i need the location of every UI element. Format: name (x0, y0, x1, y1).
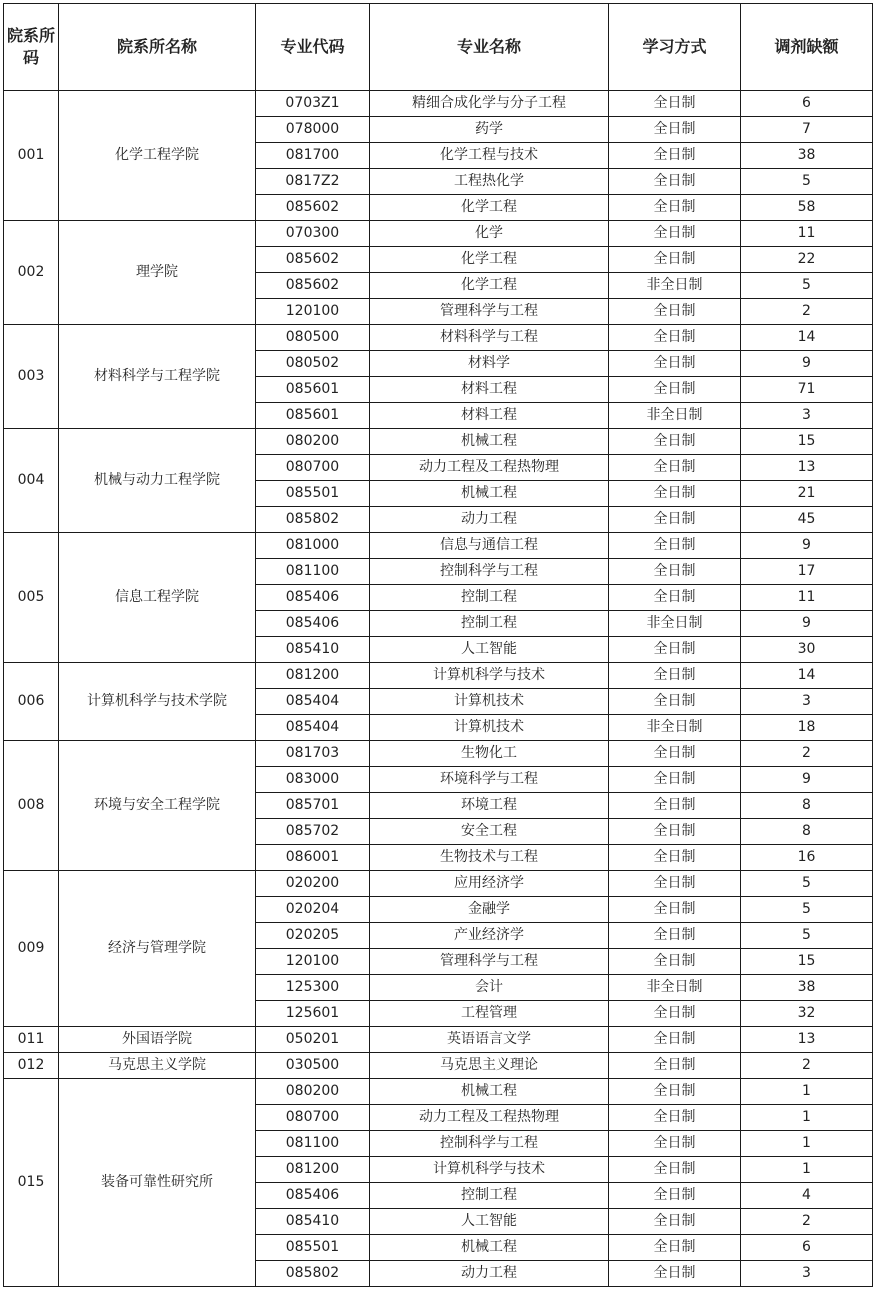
major-name-cell: 应用经济学 (370, 871, 609, 897)
dept-code-cell: 008 (4, 741, 59, 871)
dept-code-cell: 004 (4, 429, 59, 533)
major-name-cell: 化学工程 (370, 195, 609, 221)
study-mode-cell: 全日制 (609, 741, 741, 767)
major-code-cell: 080200 (256, 429, 370, 455)
major-code-cell: 030500 (256, 1053, 370, 1079)
study-mode-cell: 全日制 (609, 221, 741, 247)
study-mode-cell: 全日制 (609, 637, 741, 663)
study-mode-cell: 全日制 (609, 1261, 741, 1287)
vacancies-cell: 2 (741, 299, 873, 325)
vacancies-cell: 2 (741, 1209, 873, 1235)
dept-name-cell: 机械与动力工程学院 (59, 429, 256, 533)
table-row (4, 325, 873, 351)
major-name-cell: 机械工程 (370, 1235, 609, 1261)
study-mode-cell: 全日制 (609, 559, 741, 585)
major-code-cell: 085404 (256, 715, 370, 741)
major-code-cell: 0703Z1 (256, 91, 370, 117)
study-mode-cell: 全日制 (609, 767, 741, 793)
vacancies-cell: 1 (741, 1157, 873, 1183)
table-row (4, 663, 873, 689)
study-mode-cell: 全日制 (609, 1105, 741, 1131)
major-code-cell: 085601 (256, 377, 370, 403)
vacancies-cell: 9 (741, 351, 873, 377)
study-mode-cell: 全日制 (609, 299, 741, 325)
major-code-cell: 080700 (256, 455, 370, 481)
major-code-cell: 081200 (256, 663, 370, 689)
study-mode-cell: 全日制 (609, 351, 741, 377)
major-code-cell: 085701 (256, 793, 370, 819)
major-code-cell: 085601 (256, 403, 370, 429)
vacancies-cell: 13 (741, 1027, 873, 1053)
major-code-cell: 020204 (256, 897, 370, 923)
major-name-cell: 机械工程 (370, 481, 609, 507)
study-mode-cell: 全日制 (609, 481, 741, 507)
major-code-cell: 085802 (256, 1261, 370, 1287)
study-mode-cell: 全日制 (609, 533, 741, 559)
major-name-cell: 管理科学与工程 (370, 949, 609, 975)
dept-code-cell: 002 (4, 221, 59, 325)
vacancies-cell: 3 (741, 1261, 873, 1287)
vacancies-cell: 17 (741, 559, 873, 585)
dept-code-cell: 001 (4, 91, 59, 221)
major-name-cell: 化学工程 (370, 247, 609, 273)
major-name-cell: 生物化工 (370, 741, 609, 767)
vacancies-cell: 14 (741, 325, 873, 351)
vacancies-cell: 1 (741, 1105, 873, 1131)
study-mode-cell: 非全日制 (609, 273, 741, 299)
study-mode-cell: 全日制 (609, 819, 741, 845)
major-code-cell: 085406 (256, 585, 370, 611)
major-code-cell: 081100 (256, 559, 370, 585)
vacancies-cell: 4 (741, 1183, 873, 1209)
major-name-cell: 人工智能 (370, 1209, 609, 1235)
major-name-cell: 会计 (370, 975, 609, 1001)
dept-name-cell: 信息工程学院 (59, 533, 256, 663)
study-mode-cell: 全日制 (609, 1027, 741, 1053)
study-mode-cell: 全日制 (609, 377, 741, 403)
study-mode-cell: 全日制 (609, 91, 741, 117)
study-mode-cell: 全日制 (609, 1157, 741, 1183)
major-name-cell: 动力工程 (370, 507, 609, 533)
header-dept-code: 院系所码 (4, 4, 59, 91)
dept-name-cell: 马克思主义学院 (59, 1053, 256, 1079)
study-mode-cell: 全日制 (609, 325, 741, 351)
dept-code-cell: 005 (4, 533, 59, 663)
vacancies-cell: 22 (741, 247, 873, 273)
dept-name-cell: 环境与安全工程学院 (59, 741, 256, 871)
study-mode-cell: 全日制 (609, 117, 741, 143)
major-name-cell: 控制工程 (370, 585, 609, 611)
study-mode-cell: 非全日制 (609, 611, 741, 637)
study-mode-cell: 全日制 (609, 247, 741, 273)
table-row (4, 741, 873, 767)
major-code-cell: 080700 (256, 1105, 370, 1131)
study-mode-cell: 全日制 (609, 1131, 741, 1157)
major-name-cell: 工程热化学 (370, 169, 609, 195)
vacancies-cell: 2 (741, 1053, 873, 1079)
study-mode-cell: 全日制 (609, 871, 741, 897)
major-code-cell: 080500 (256, 325, 370, 351)
vacancies-cell: 58 (741, 195, 873, 221)
dept-name-cell: 理学院 (59, 221, 256, 325)
study-mode-cell: 全日制 (609, 143, 741, 169)
study-mode-cell: 全日制 (609, 429, 741, 455)
study-mode-cell: 全日制 (609, 585, 741, 611)
study-mode-cell: 全日制 (609, 923, 741, 949)
major-code-cell: 120100 (256, 949, 370, 975)
major-name-cell: 药学 (370, 117, 609, 143)
dept-name-cell: 装备可靠性研究所 (59, 1079, 256, 1287)
header-major-name: 专业名称 (370, 4, 609, 91)
table-body (4, 91, 873, 1287)
major-name-cell: 工程管理 (370, 1001, 609, 1027)
major-name-cell: 动力工程及工程热物理 (370, 455, 609, 481)
major-name-cell: 材料工程 (370, 403, 609, 429)
table-row (4, 1053, 873, 1079)
vacancies-cell: 32 (741, 1001, 873, 1027)
major-name-cell: 马克思主义理论 (370, 1053, 609, 1079)
major-code-cell: 081703 (256, 741, 370, 767)
table-row (4, 1027, 873, 1053)
vacancies-cell: 14 (741, 663, 873, 689)
major-name-cell: 控制科学与工程 (370, 1131, 609, 1157)
header-major-code: 专业代码 (256, 4, 370, 91)
major-code-cell: 085501 (256, 481, 370, 507)
major-code-cell: 125601 (256, 1001, 370, 1027)
major-code-cell: 083000 (256, 767, 370, 793)
vacancies-cell: 8 (741, 819, 873, 845)
study-mode-cell: 全日制 (609, 1235, 741, 1261)
major-name-cell: 产业经济学 (370, 923, 609, 949)
major-code-cell: 020205 (256, 923, 370, 949)
vacancies-cell: 11 (741, 221, 873, 247)
major-name-cell: 人工智能 (370, 637, 609, 663)
header-dept-name: 院系所名称 (59, 4, 256, 91)
major-code-cell: 085410 (256, 1209, 370, 1235)
table-row (4, 871, 873, 897)
major-name-cell: 材料工程 (370, 377, 609, 403)
vacancies-cell: 8 (741, 793, 873, 819)
study-mode-cell: 全日制 (609, 897, 741, 923)
header-row (4, 4, 873, 91)
study-mode-cell: 全日制 (609, 689, 741, 715)
major-code-cell: 081700 (256, 143, 370, 169)
major-code-cell: 070300 (256, 221, 370, 247)
study-mode-cell: 全日制 (609, 1001, 741, 1027)
study-mode-cell: 全日制 (609, 663, 741, 689)
dept-code-cell: 009 (4, 871, 59, 1027)
major-code-cell: 085802 (256, 507, 370, 533)
vacancies-cell: 5 (741, 273, 873, 299)
header-vacancies: 调剂缺额 (741, 4, 873, 91)
major-code-cell: 081200 (256, 1157, 370, 1183)
dept-code-cell: 012 (4, 1053, 59, 1079)
dept-code-cell: 015 (4, 1079, 59, 1287)
major-name-cell: 计算机科学与技术 (370, 1157, 609, 1183)
major-code-cell: 085410 (256, 637, 370, 663)
vacancies-cell: 6 (741, 1235, 873, 1261)
vacancies-cell: 30 (741, 637, 873, 663)
study-mode-cell: 非全日制 (609, 975, 741, 1001)
study-mode-cell: 全日制 (609, 949, 741, 975)
vacancies-cell: 5 (741, 871, 873, 897)
vacancies-cell: 16 (741, 845, 873, 871)
major-name-cell: 化学工程 (370, 273, 609, 299)
major-name-cell: 材料学 (370, 351, 609, 377)
vacancies-cell: 5 (741, 897, 873, 923)
major-name-cell: 化学工程与技术 (370, 143, 609, 169)
study-mode-cell: 全日制 (609, 455, 741, 481)
dept-name-cell: 经济与管理学院 (59, 871, 256, 1027)
major-code-cell: 081100 (256, 1131, 370, 1157)
major-name-cell: 机械工程 (370, 429, 609, 455)
vacancies-cell: 3 (741, 689, 873, 715)
major-name-cell: 信息与通信工程 (370, 533, 609, 559)
major-name-cell: 化学 (370, 221, 609, 247)
vacancies-cell: 15 (741, 429, 873, 455)
vacancies-cell: 5 (741, 923, 873, 949)
dept-code-cell: 003 (4, 325, 59, 429)
table-row (4, 1079, 873, 1105)
major-code-cell: 085602 (256, 273, 370, 299)
vacancies-cell: 7 (741, 117, 873, 143)
major-code-cell: 081000 (256, 533, 370, 559)
major-code-cell: 080200 (256, 1079, 370, 1105)
major-name-cell: 环境科学与工程 (370, 767, 609, 793)
study-mode-cell: 全日制 (609, 195, 741, 221)
study-mode-cell: 全日制 (609, 1183, 741, 1209)
major-name-cell: 英语语言文学 (370, 1027, 609, 1053)
study-mode-cell: 非全日制 (609, 403, 741, 429)
major-name-cell: 金融学 (370, 897, 609, 923)
major-code-cell: 125300 (256, 975, 370, 1001)
study-mode-cell: 全日制 (609, 169, 741, 195)
study-mode-cell: 全日制 (609, 845, 741, 871)
vacancies-cell: 45 (741, 507, 873, 533)
table-row (4, 91, 873, 117)
major-name-cell: 机械工程 (370, 1079, 609, 1105)
major-code-cell: 020200 (256, 871, 370, 897)
major-code-cell: 080502 (256, 351, 370, 377)
study-mode-cell: 非全日制 (609, 715, 741, 741)
vacancies-cell: 15 (741, 949, 873, 975)
major-name-cell: 控制工程 (370, 611, 609, 637)
vacancies-cell: 3 (741, 403, 873, 429)
vacancies-cell: 1 (741, 1131, 873, 1157)
vacancies-cell: 11 (741, 585, 873, 611)
study-mode-cell: 全日制 (609, 507, 741, 533)
major-code-cell: 0817Z2 (256, 169, 370, 195)
major-code-cell: 085406 (256, 1183, 370, 1209)
vacancies-cell: 21 (741, 481, 873, 507)
vacancy-table (3, 3, 873, 1287)
vacancies-cell: 38 (741, 143, 873, 169)
vacancies-cell: 9 (741, 767, 873, 793)
vacancies-cell: 5 (741, 169, 873, 195)
vacancies-cell: 38 (741, 975, 873, 1001)
dept-name-cell: 化学工程学院 (59, 91, 256, 221)
vacancies-cell: 9 (741, 611, 873, 637)
major-name-cell: 环境工程 (370, 793, 609, 819)
major-name-cell: 动力工程 (370, 1261, 609, 1287)
major-code-cell: 085602 (256, 247, 370, 273)
dept-name-cell: 外国语学院 (59, 1027, 256, 1053)
table-row (4, 429, 873, 455)
vacancies-cell: 2 (741, 741, 873, 767)
vacancies-cell: 9 (741, 533, 873, 559)
major-code-cell: 078000 (256, 117, 370, 143)
dept-code-cell: 011 (4, 1027, 59, 1053)
major-name-cell: 控制工程 (370, 1183, 609, 1209)
major-name-cell: 安全工程 (370, 819, 609, 845)
vacancies-cell: 6 (741, 91, 873, 117)
vacancies-cell: 18 (741, 715, 873, 741)
study-mode-cell: 全日制 (609, 793, 741, 819)
dept-code-cell: 006 (4, 663, 59, 741)
table-row (4, 221, 873, 247)
major-name-cell: 动力工程及工程热物理 (370, 1105, 609, 1131)
study-mode-cell: 全日制 (609, 1079, 741, 1105)
major-code-cell: 050201 (256, 1027, 370, 1053)
table-row (4, 533, 873, 559)
major-code-cell: 085702 (256, 819, 370, 845)
dept-name-cell: 材料科学与工程学院 (59, 325, 256, 429)
study-mode-cell: 全日制 (609, 1053, 741, 1079)
vacancies-cell: 13 (741, 455, 873, 481)
header-study-mode: 学习方式 (609, 4, 741, 91)
major-name-cell: 精细合成化学与分子工程 (370, 91, 609, 117)
major-code-cell: 085406 (256, 611, 370, 637)
major-name-cell: 计算机技术 (370, 715, 609, 741)
vacancies-cell: 71 (741, 377, 873, 403)
major-code-cell: 086001 (256, 845, 370, 871)
study-mode-cell: 全日制 (609, 1209, 741, 1235)
major-name-cell: 计算机科学与技术 (370, 663, 609, 689)
major-code-cell: 085501 (256, 1235, 370, 1261)
major-code-cell: 085602 (256, 195, 370, 221)
major-name-cell: 生物技术与工程 (370, 845, 609, 871)
vacancies-cell: 1 (741, 1079, 873, 1105)
major-code-cell: 120100 (256, 299, 370, 325)
major-name-cell: 管理科学与工程 (370, 299, 609, 325)
major-name-cell: 计算机技术 (370, 689, 609, 715)
major-name-cell: 材料科学与工程 (370, 325, 609, 351)
dept-name-cell: 计算机科学与技术学院 (59, 663, 256, 741)
major-code-cell: 085404 (256, 689, 370, 715)
major-name-cell: 控制科学与工程 (370, 559, 609, 585)
